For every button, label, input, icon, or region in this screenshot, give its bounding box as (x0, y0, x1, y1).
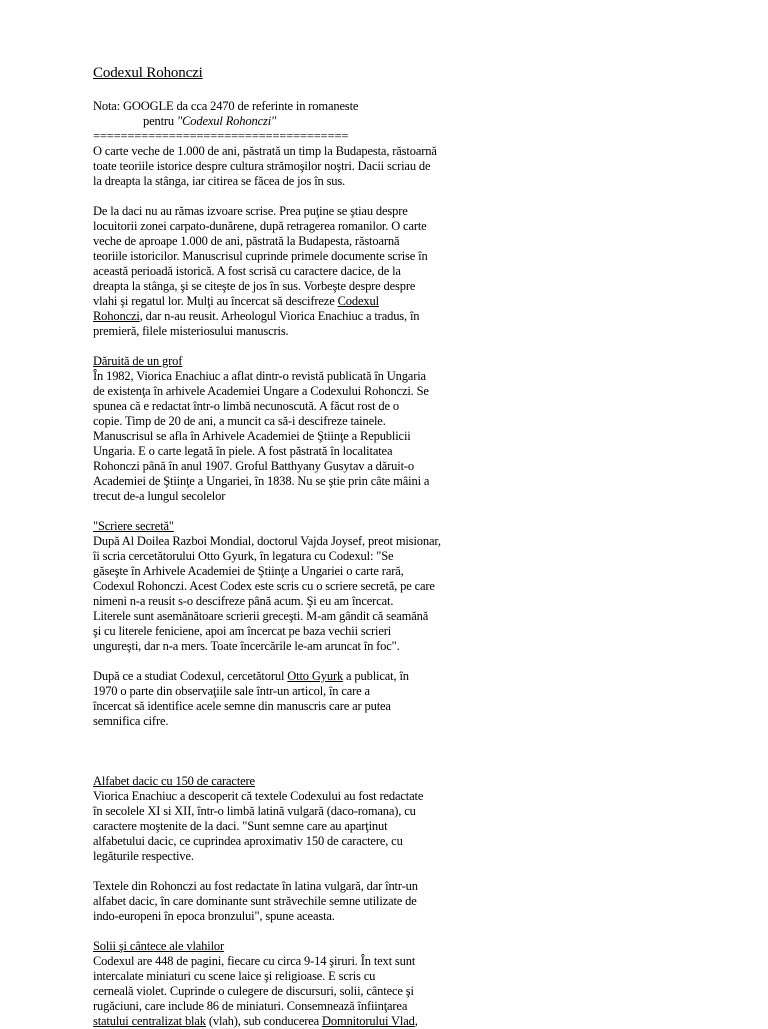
statul-blak-link[interactable]: statului centralizat blak (93, 1014, 206, 1028)
textele-line: alfabet dacic, în care dominante sunt străvechile semne utilizate de (93, 894, 417, 908)
para2-line: premieră, filele misteriosului manuscris. (93, 324, 289, 338)
spacer (93, 504, 493, 519)
daruita-line: trecut de-a lungul secolelor (93, 489, 226, 503)
scriere-line: Literele sunt asemănătoare scrierii greceşti. M-am gândit că seamănă (93, 609, 429, 623)
dupa-line: semnifica cifre. (93, 714, 169, 728)
dupa-line: 1970 o parte din observaţiile sale într-un articol, în care a (93, 684, 370, 698)
solii-line: rugăciuni, care include 86 de miniaturi. Consemnează înfiinţarea (93, 999, 408, 1013)
section-heading-alfabet: Alfabet dacic cu 150 de caractere (93, 774, 255, 788)
daruita-line: Academiei de Ştiinţe a Ungariei, în 1838. Nu se ştie prin câte mâini a (93, 474, 430, 488)
dupa-text: a publicat, în (343, 669, 409, 683)
spacer (93, 339, 493, 354)
para2-text: , dar n-au reusit. Arheologul Viorica Enachiuc a tradus, în (139, 309, 420, 323)
scriere-line: ungureşti, dar n-a mers. Toate încercările le-am aruncat în foc". (93, 639, 400, 653)
alfabet-line: Viorica Enachiuc a descoperit că textele Codexului au fost redactate (93, 789, 424, 803)
textele-line: Textele din Rohonczi au fost redactate în latina vulgară, dar într-un (93, 879, 418, 893)
scriere-line: nimeni n-a reusit s-o descifreze până acum. Şi eu am încercat. (93, 594, 394, 608)
solii-line (93, 1014, 493, 1029)
solii-line: intercalate miniaturi cu scene laice şi religioase. E scris cu (93, 969, 376, 983)
scriere-line: şi cu literele feniciene, apoi am încercat pe baza vechii scrieri (93, 624, 392, 638)
para2-line: veche de aproape 1.000 de ani, păstrată la Budapesta, răstoarnă (93, 234, 400, 248)
scriere-line: îi scria cercetătorului Otto Gyurk, în legatura cu Codexul: "Se (93, 549, 394, 563)
para2-line: De la daci nu au rămas izvoare scrise. Prea puţine se ştiau despre (93, 204, 408, 218)
separator-line: ===================================== (93, 129, 349, 143)
dupa-line (93, 669, 493, 684)
section-heading-scriere: "Scriere secretă" (93, 519, 174, 533)
daruita-line: copie. Timp de 20 de ani, a muncit ca să-i descifreze tainele. (93, 414, 386, 428)
nota-query: "Codexul Rohonczi" (177, 114, 277, 128)
nota-line: Nota: GOOGLE da cca 2470 de referinte in romaneste (93, 99, 359, 113)
para2-line: teoriile istoricilor. Manuscrisul cuprinde primele documente scrise în (93, 249, 428, 263)
solii-text: (vlah), sub conducerea (205, 1014, 323, 1028)
daruita-line: Rohonczi până în anul 1907. Groful Batthyany Gusytav a dăruit-o (93, 459, 415, 473)
document-body (93, 64, 493, 1029)
intro-line: la dreapta la stânga, iar citirea se făcea de jos în sus. (93, 174, 346, 188)
alfabet-line: în secolele XI si XII, într-o limbă latină vulgară (daco-romana), cu (93, 804, 416, 818)
nota-prefix: pentru (143, 114, 178, 128)
rohonczi-link[interactable]: Rohonczi (93, 309, 140, 323)
otto-gyurk-link[interactable]: Otto Gyurk (287, 669, 344, 683)
spacer (93, 864, 493, 879)
solii-line: Codexul are 448 de pagini, fiecare cu circa 9-14 şiruri. În text sunt (93, 954, 416, 968)
para2-line: această perioadă istorică. A fost scrisă cu caractere dacice, de la (93, 264, 401, 278)
spacer (93, 924, 493, 939)
section-heading-daruita: Dăruită de un grof (93, 354, 183, 368)
para2-line (93, 309, 493, 324)
alfabet-line: alfabetului dacic, ce cuprindea aproximativ 150 de caractere, cu (93, 834, 403, 848)
daruita-line: de existenţa în arhivele Academiei Ungare a Codexului Rohonczi. Se (93, 384, 429, 398)
solii-line: cerneală violet. Cuprinde o culegere de discursuri, solii, cântece şi (93, 984, 414, 998)
spacer (93, 654, 493, 669)
para2-line (93, 294, 493, 309)
daruita-line: În 1982, Viorica Enachiuc a aflat dintr-o revistă publicată în Ungaria (93, 369, 426, 383)
scriere-line: Codexul Rohonczi. Acest Codex este scris cu o scriere secretă, pe care (93, 579, 435, 593)
section-heading-solii: Solii şi cântece ale vlahilor (93, 939, 225, 953)
daruita-line: Manuscrisul se afla în Arhivele Academiei de Ştiinţe a Republicii (93, 429, 411, 443)
dupa-line: încercat să identifice acele semne din manuscris care ar putea (93, 699, 391, 713)
daruita-line: spunea că e redactat într-o limbă necunoscută. A făcut rost de o (93, 399, 400, 413)
nota-line-2 (93, 114, 493, 129)
intro-line: O carte veche de 1.000 de ani, păstrată un timp la Budapesta, răstoarnă (93, 144, 437, 158)
spacer (93, 729, 493, 759)
alfabet-line: caractere moştenite de la daci. "Sunt semne care au aparţinut (93, 819, 388, 833)
textele-line: indo-europeni în epoca bronzului", spune aceasta. (93, 909, 335, 923)
para2-line: locuitorii zonei carpato-dunărene, după retragerea romanilor. O carte (93, 219, 427, 233)
domnitorul-vlad-link[interactable]: Domnitorului Vlad (322, 1014, 415, 1028)
spacer (93, 759, 493, 774)
page-title: Codexul Rohonczi (93, 65, 203, 81)
alfabet-line: legăturile respective. (93, 849, 194, 863)
scriere-line: găseşte în Arhivele Academiei de Ştiinţe a Ungariei o carte rară, (93, 564, 404, 578)
para2-text: vlahi şi regatul lor. Mulţi au încercat să descifreze (93, 294, 338, 308)
spacer (93, 189, 493, 204)
daruita-line: Ungaria. E o carte legată în piele. A fost păstrată în localitatea (93, 444, 393, 458)
solii-text: , (414, 1014, 418, 1028)
para2-line: dreapta la stânga, şi se citeşte de jos în sus. Vorbeşte despre despre (93, 279, 416, 293)
codexul-link[interactable]: Codexul (337, 294, 379, 308)
dupa-text: După ce a studiat Codexul, cercetătorul (93, 669, 288, 683)
scriere-line: După Al Doilea Razboi Mondial, doctorul Vajda Joysef, preot misionar, (93, 534, 441, 548)
intro-line: toate teoriile istorice despre cultura strămoşilor noştri. Dacii scriau de (93, 159, 431, 173)
